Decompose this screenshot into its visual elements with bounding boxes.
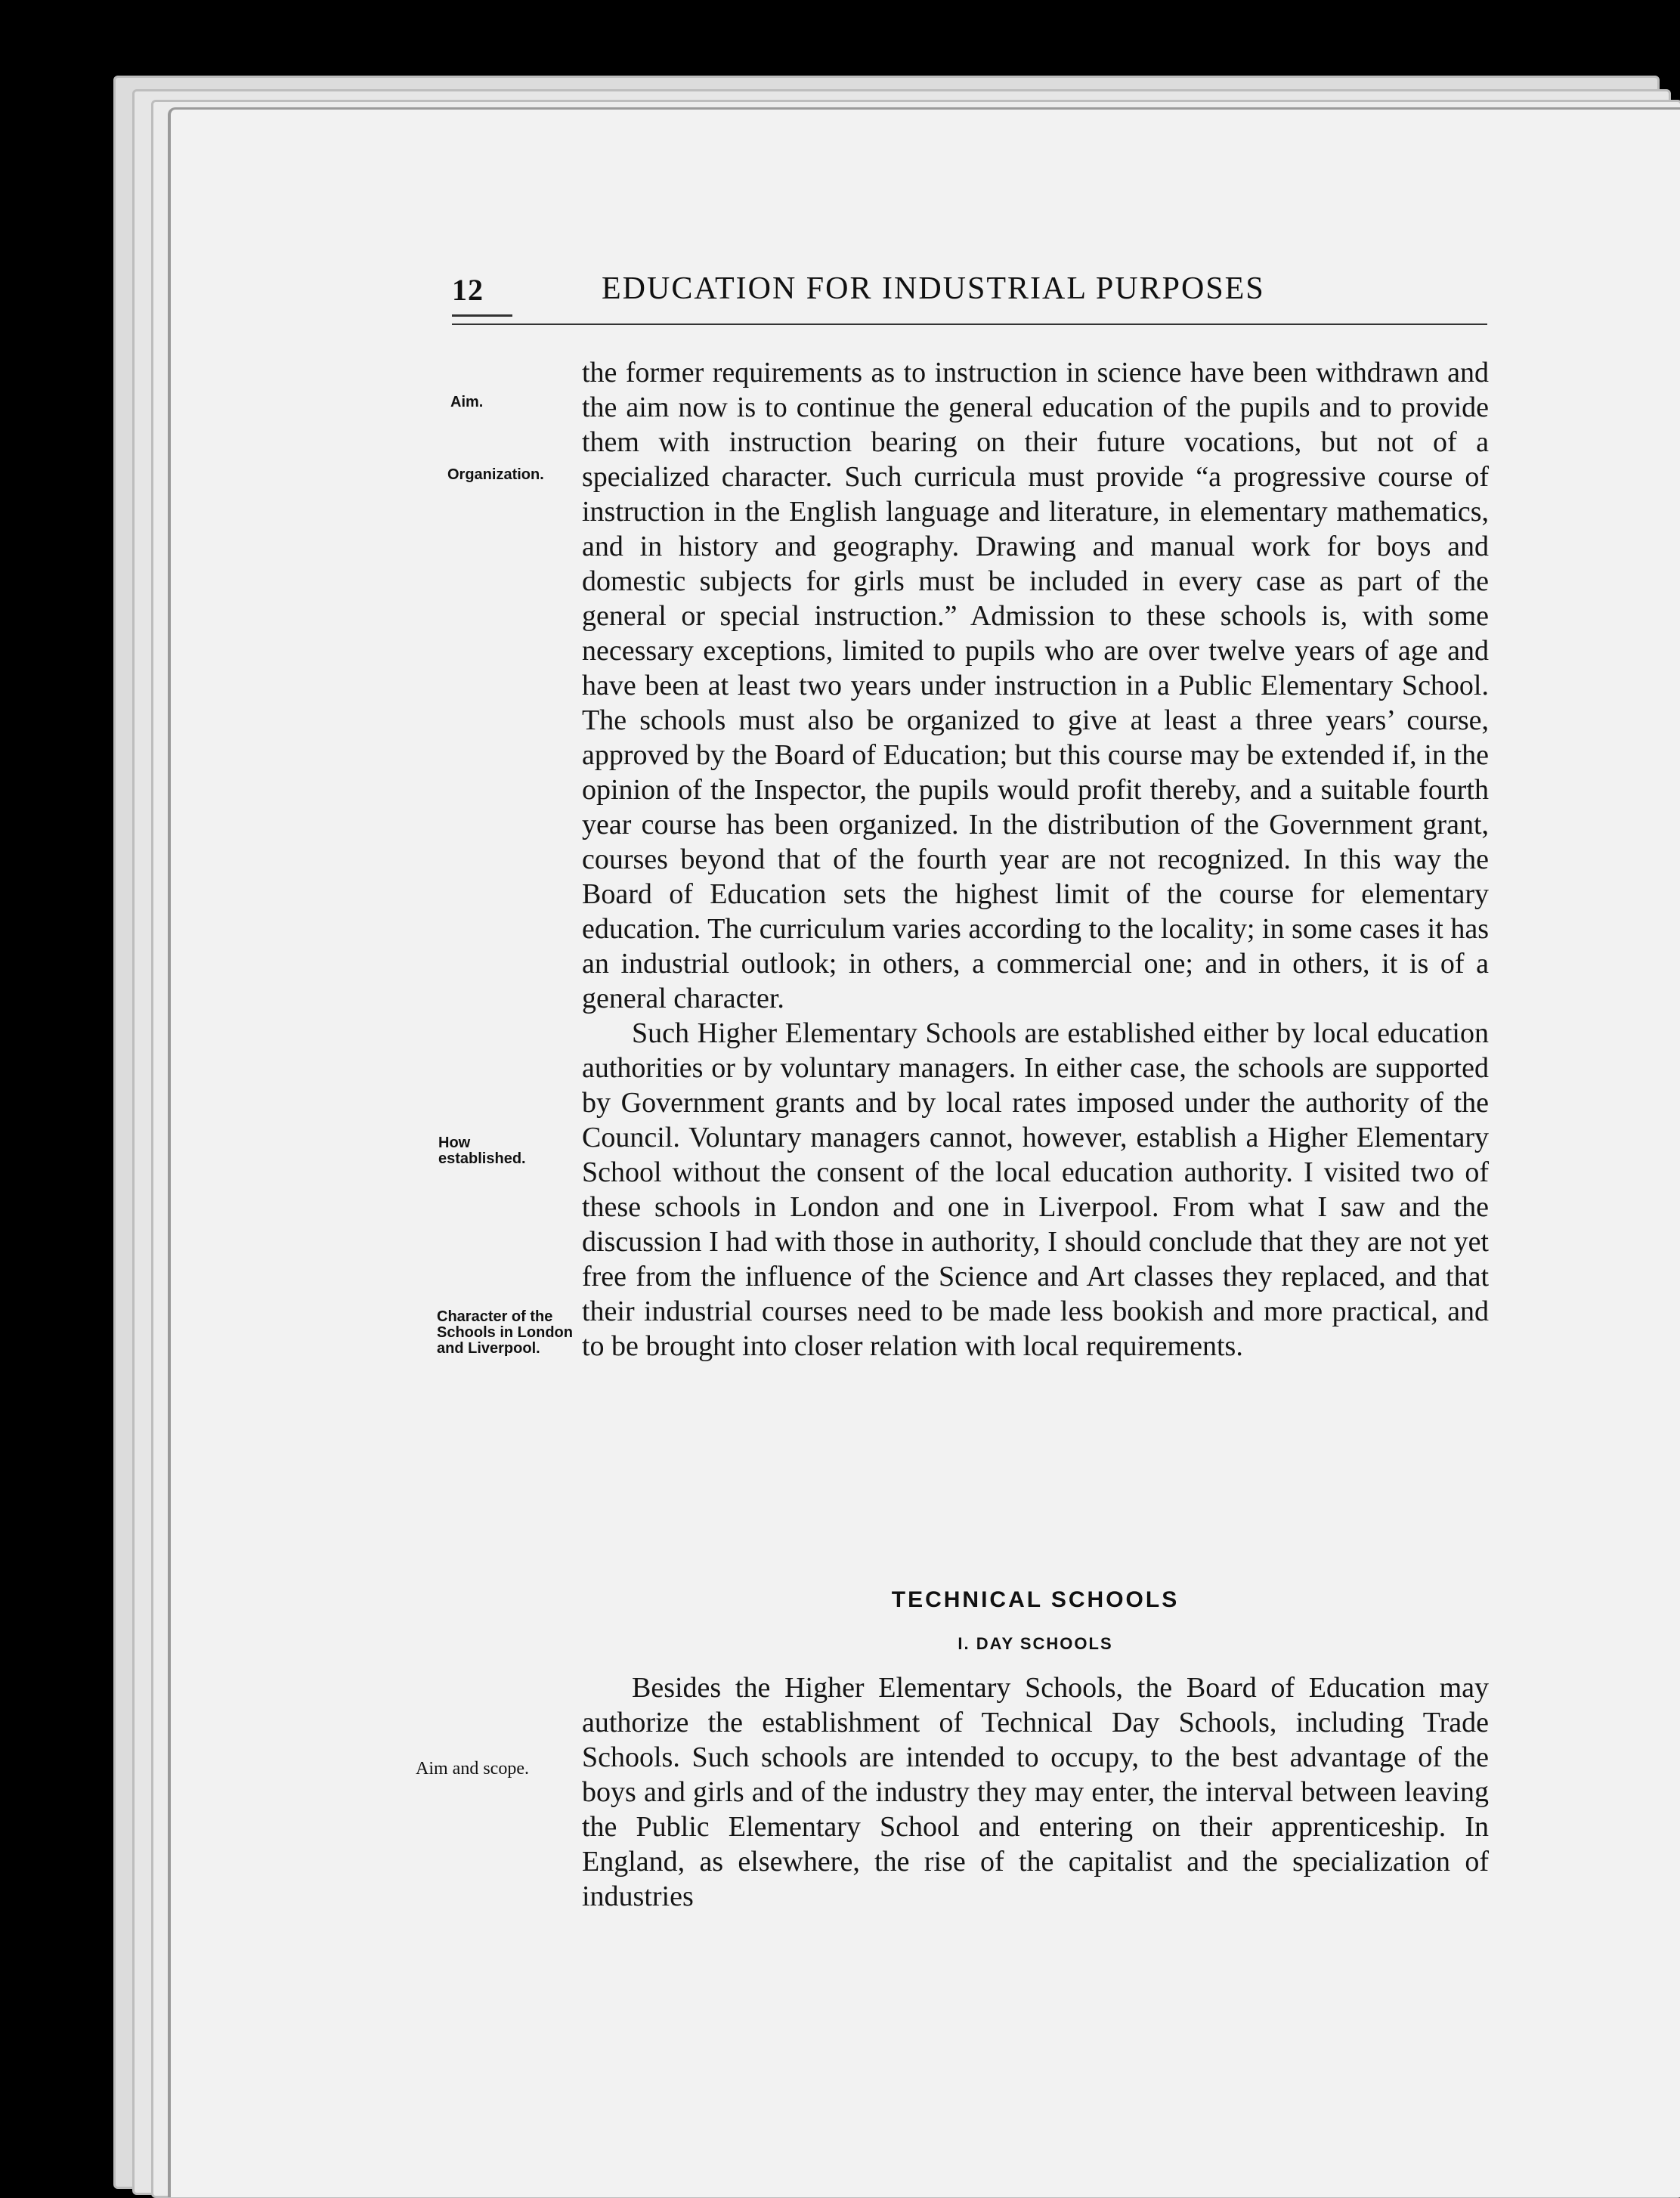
header-rule	[452, 324, 1487, 325]
page-number: 12	[452, 273, 484, 307]
margin-note-aim-and-scope: Aim and scope.	[416, 1759, 529, 1779]
running-header	[452, 272, 1487, 317]
margin-note-how-established: How established.	[438, 1135, 526, 1167]
margin-note-organization: Organization.	[447, 466, 544, 483]
margin-note-aim: Aim.	[450, 394, 484, 410]
main-text	[582, 355, 1489, 1364]
margin-note-character: Character of the Schools in London and Liverpool.	[437, 1308, 573, 1357]
section-text	[582, 1670, 1489, 1914]
paragraph: Such Higher Elementary Schools are established either by local education authorities or by voluntary managers. In either case, the schools are supported by Government grants and by local rates imposed under the authority of the Council. Voluntary managers cannot, however, establish a Higher Elementary School without the consent of the local education authority. I visited two of these schools in London and one in Liverpool. From what I saw and the discussion I had with those in authority, I should conclude that they are not yet free from the influence of the Science and Art classes they replaced, and that their industrial courses need to be made less bookish and more practical, and to be brought into closer relation with local requirements.	[582, 1017, 1489, 1362]
paragraph: Besides the Higher Elementary Schools, the Board of Education may authorize the establishment of Technical Day Schools, including Trade Schools. Such schools are intended to occupy, to the best advantage of the boys and girls and of the industry they may enter, the interval between leaving the Public Elementary School and entering on their apprenticeship. In England, as elsewhere, the rise of the capitalist and the specialization of industries	[582, 1672, 1489, 1912]
header-rule-short	[452, 314, 512, 317]
section-heading: TECHNICAL SCHOOLS	[891, 1587, 1180, 1612]
section-subheading: I. DAY SCHOOLS	[958, 1634, 1113, 1653]
running-title: EDUCATION FOR INDUSTRIAL PURPOSES	[602, 271, 1265, 306]
paragraph: the former requirements as to instruction in science have been withdrawn and the aim now is to continue the general education of the pupils and to provide them with instruction bearing on their future vocations, but not of a specialized character. Such curricula must provide “a progressive course of instruction in the English language and literature, in elementary mathematics, and in history and geography. Drawing and manual work for boys and domestic subjects for girls must be included in every case as part of the general or special instruction.” Admission to these schools is, with some necessary exceptions, limited to pupils who are over twelve years of age and have been at least two years under instruction in a Public Elementary School. The schools must also be organized to give at least a three years’ course, approved by the Board of Education; but this course may be extended if, in the opinion of the Inspector, the pupils would profit thereby, and a suitable fourth year course has been organized. In the distribution of the Government grant, courses beyond that of the fourth year are not recognized. In this way the Board of Education sets the highest limit of the course for elementary education. The curriculum varies according to the locality; in some cases it has an industrial outlook; in others, a commercial one; and in others, it is of a general character.	[582, 357, 1489, 1014]
